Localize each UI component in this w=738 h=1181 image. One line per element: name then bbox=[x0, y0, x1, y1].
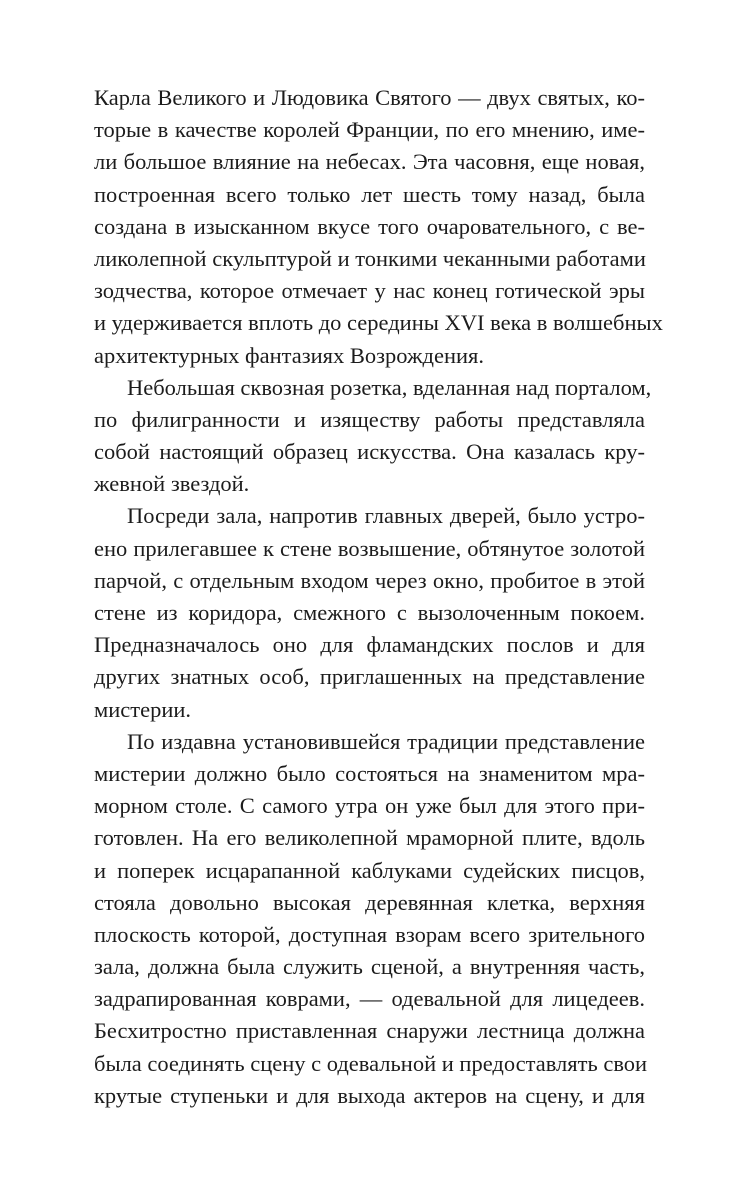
text-line: По издавна установившейся традиции представление bbox=[127, 728, 645, 754]
text-line: Предназначалось оно для фламандских послов и для bbox=[94, 632, 645, 658]
text-line: и удерживается вплоть до середины XVI века в волшебных bbox=[94, 310, 663, 336]
text-line: ликолепной скульптурой и тонкими чеканными работами bbox=[94, 245, 646, 271]
paragraph-2 bbox=[94, 372, 652, 501]
text-line: Карла Великого и Людовика Святого — двух святых, ко- bbox=[94, 85, 645, 110]
text-line: ли большое влияние на небесах. Эта часовня, еще новая, bbox=[94, 149, 645, 175]
text-line: морном столе. С самого утра он уже был для этого при- bbox=[94, 793, 645, 819]
text-line: плоскость которой, доступная взорам всего зрительного bbox=[94, 921, 645, 947]
text-line: и поперек исцарапанной каблуками судейских писцов, bbox=[94, 857, 645, 883]
paragraph-1 bbox=[94, 82, 663, 372]
text-line: парчой, с отдельным входом через окно, пробитое в этой bbox=[94, 567, 645, 593]
text-line: Посреди зала, напротив главных дверей, было устро- bbox=[127, 503, 645, 529]
text-line: по филигранности и изяществу работы представляла bbox=[94, 406, 645, 432]
text-line: мистерии. bbox=[94, 696, 192, 722]
text-line: мистерии должно было состояться на знаменитом мра- bbox=[94, 760, 645, 786]
text-line: задрапированная коврами, — одевальной для лицедеев. bbox=[94, 986, 645, 1012]
text-line: других знатных особ, приглашенных на представление bbox=[94, 664, 645, 690]
text-line: зала, должна была служить сценой, а внутренняя часть, bbox=[94, 954, 645, 980]
text-line: создана в изысканном вкусе того очаровательного, с ве- bbox=[94, 213, 645, 239]
page-body bbox=[94, 82, 663, 1112]
text-line: стене из коридора, смежного с вызолоченным покоем. bbox=[94, 600, 645, 625]
text-line: зодчества, которое отмечает у нас конец готической эры bbox=[94, 278, 645, 304]
text-line: стояла довольно высокая деревянная клетка, верхняя bbox=[94, 889, 645, 915]
text-line: Небольшая сквозная розетка, вделанная над порталом, bbox=[127, 374, 652, 400]
paragraph-3 bbox=[94, 500, 645, 725]
text-line: жевной звездой. bbox=[94, 471, 250, 497]
text-line: Бесхитростно приставленная снаружи лестница должна bbox=[94, 1018, 645, 1044]
paragraph-4 bbox=[94, 726, 648, 1112]
text-line: построенная всего только лет шесть тому назад, была bbox=[94, 181, 645, 207]
text-line: ено прилегавшее к стене возвышение, обтянутое золотой bbox=[94, 535, 645, 561]
text-line: торые в качестве королей Франции, по его мнению, име- bbox=[94, 117, 645, 143]
text-line: готовлен. На его великолепной мраморной плите, вдоль bbox=[94, 825, 645, 851]
text-line: крутые ступеньки и для выхода актеров на сцену, и для bbox=[94, 1082, 645, 1108]
text-line: была соединять сцену с одевальной и предоставлять свои bbox=[94, 1050, 648, 1076]
text-line: собой настоящий образец искусства. Она казалась кру- bbox=[94, 439, 645, 465]
text-line: архитектурных фантазиях Возрождения. bbox=[94, 342, 485, 368]
